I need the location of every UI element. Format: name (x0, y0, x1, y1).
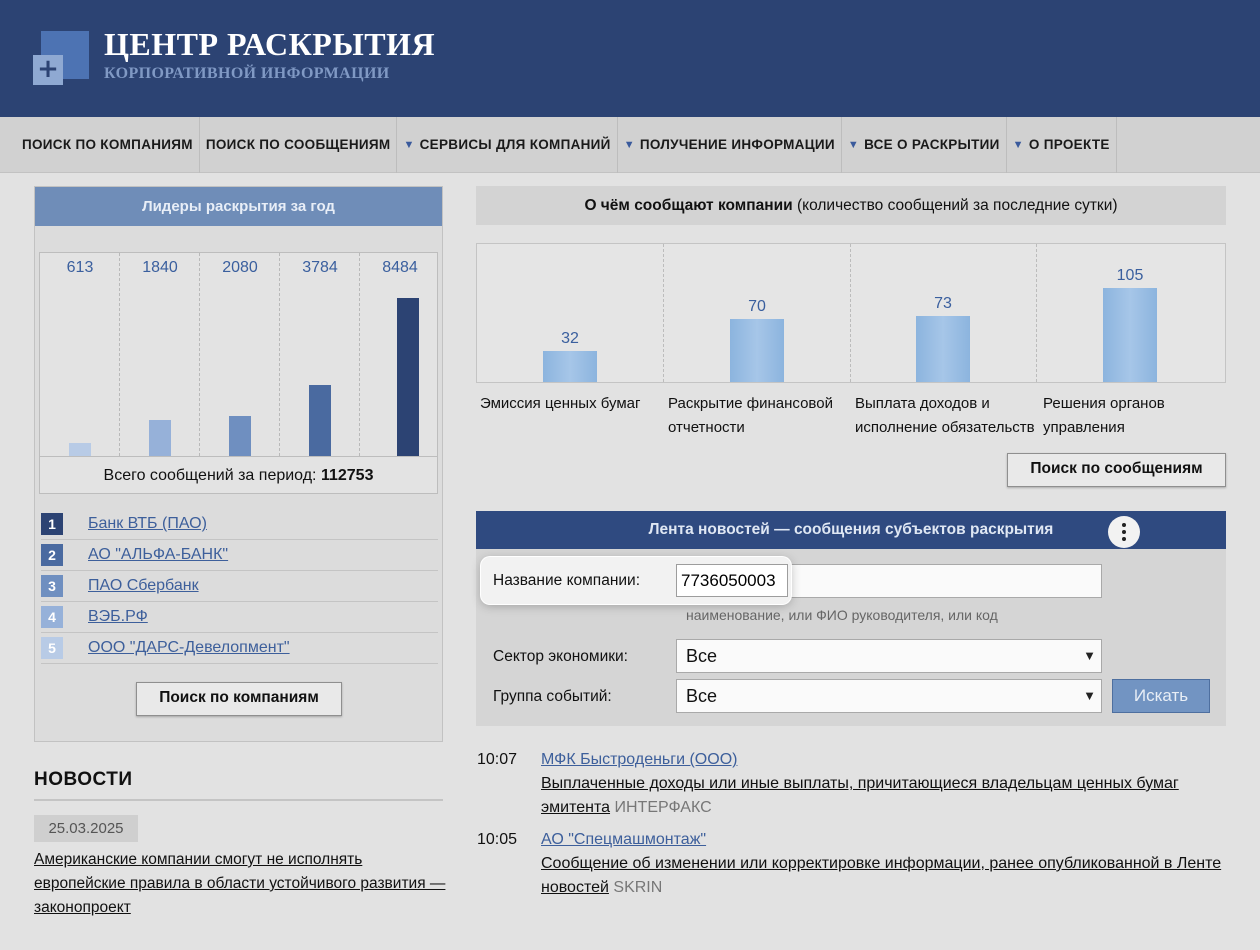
group-select[interactable] (676, 679, 1102, 713)
leader-company-link[interactable]: АО "АЛЬФА-БАНК" (88, 546, 229, 563)
dropdown-triangle-icon: ▼ (847, 139, 860, 151)
news-title: НОВОСТИ (34, 769, 133, 790)
nav-item-label: О ПРОЕКТЕ (1028, 137, 1110, 152)
chevron-down-icon: ▼ (1083, 648, 1096, 663)
leaders-panel (34, 186, 443, 742)
rank-badge: 4 (41, 606, 63, 628)
leaders-bar-value: 8484 (382, 259, 418, 276)
topics-bar-value: 32 (561, 330, 579, 347)
more-options-icon[interactable] (1108, 516, 1140, 548)
topics-category-label-line: отчетности (668, 419, 745, 436)
company-name-field (481, 557, 791, 604)
feed-message-line2 (541, 796, 1231, 820)
topics-category-label-line: Эмиссия ценных бумаг (480, 395, 641, 412)
group-label: Группа событий: (493, 688, 612, 705)
topics-category-label (480, 392, 640, 416)
news-feed-title-text: Лента новостей — сообщения субъектов раскрытия (648, 521, 1054, 538)
news-feed-filter (476, 511, 1226, 726)
leaders-list (41, 509, 438, 664)
topics-bar (730, 319, 784, 382)
feed-company-link[interactable]: МФК Быстроденьги (ООО) (541, 751, 738, 768)
leaders-bar (309, 385, 331, 456)
topics-category-label-line: Выплата доходов и (855, 395, 990, 412)
company-name-hint: наименование, или ФИО руководителя, или код (686, 607, 998, 623)
topics-title (476, 186, 1226, 225)
dropdown-triangle-icon: ▼ (1012, 139, 1024, 151)
feed-source: ИНТЕРФАКС (614, 799, 712, 816)
feed-source: SKRIN (613, 879, 663, 896)
topics-category-label-line: исполнение обязательств (855, 419, 1035, 436)
topics-chart (476, 243, 1226, 383)
topics-category-label-line: управления (1043, 419, 1125, 436)
search-button[interactable]: Искать (1112, 679, 1210, 713)
leaders-bar-value: 613 (66, 259, 94, 276)
rank-badge: 2 (41, 544, 63, 566)
feed-time: 10:07 (477, 751, 518, 768)
sector-label: Сектор экономики: (493, 648, 628, 665)
leaders-total-label: Всего сообщений за период: (103, 467, 317, 484)
nav-item[interactable] (842, 117, 1007, 173)
news-divider (34, 799, 443, 801)
main-nav (0, 117, 1260, 173)
nav-item-label: ВСЕ О РАСКРЫТИИ (864, 137, 1000, 152)
leaders-chart-column (40, 253, 120, 456)
leaders-chart (39, 252, 438, 494)
nav-item[interactable] (397, 117, 617, 173)
company-name-label: Название компании: (493, 572, 641, 589)
leaders-title: Лидеры раскрытия за год (35, 187, 442, 226)
chevron-down-icon: ▼ (1083, 688, 1096, 703)
leader-company-link[interactable]: ООО "ДАРС-Девелопмент" (88, 639, 290, 656)
topics-title-rest: (количество сообщений за последние сутки) (796, 197, 1118, 214)
feed-message-link[interactable]: новостей (541, 879, 609, 896)
feed-message-line2 (541, 876, 1231, 900)
search-messages-button[interactable]: Поиск по сообщениям (1007, 453, 1226, 487)
leaders-bar (397, 298, 419, 456)
leader-list-item (41, 509, 438, 540)
feed-message-link[interactable]: Сообщение об изменении или корректировке информации, ранее опубликованной в Ленте (541, 855, 1222, 872)
leader-list-item (41, 571, 438, 602)
leader-list-item (41, 602, 438, 633)
leader-list-item (41, 633, 438, 664)
topics-bar (543, 351, 597, 382)
leaders-bar-value: 2080 (222, 259, 258, 276)
site-subtitle: КОРПОРАТИВНОЙ ИНФОРМАЦИИ (104, 65, 390, 82)
leader-company-link[interactable]: ВЭБ.РФ (88, 608, 148, 625)
leaders-bar (229, 416, 251, 456)
nav-item[interactable] (618, 117, 842, 173)
nav-item-label: ПОЛУЧЕНИЕ ИНФОРМАЦИИ (639, 137, 835, 152)
rank-badge: 1 (41, 513, 63, 535)
news-feed-title (476, 511, 1226, 549)
group-value: Все (686, 686, 718, 706)
leaders-total-value: 112753 (320, 467, 374, 484)
topics-title-bold: О чём сообщают компании (584, 197, 793, 214)
feed-message (541, 852, 1231, 900)
sector-value: Все (686, 646, 718, 666)
topics-bar-value: 73 (934, 295, 952, 312)
nav-item[interactable] (16, 117, 200, 173)
topics-bar (1103, 288, 1157, 382)
leader-company-link[interactable]: ПАО Сбербанк (88, 577, 199, 594)
feed-message-link[interactable]: эмитента (541, 799, 611, 816)
leaders-bar-value: 1840 (142, 259, 178, 276)
leader-company-link[interactable]: Банк ВТБ (ПАО) (88, 515, 207, 532)
leaders-bar (149, 420, 171, 456)
topics-category-label (855, 392, 1035, 440)
leader-list-item (41, 540, 438, 571)
topics-bar-value: 70 (748, 298, 766, 315)
site-header (0, 0, 1260, 117)
news-link[interactable]: Американские компании смогут не исполнять европейские правила в области устойчивого развития — законопроект (34, 851, 446, 916)
nav-item[interactable] (1007, 117, 1117, 173)
sector-select[interactable] (676, 639, 1102, 673)
news-date: 25.03.2025 (34, 815, 138, 842)
search-companies-button[interactable]: Поиск по компаниям (136, 682, 342, 716)
feed-message (541, 772, 1231, 820)
topics-category-label (668, 392, 833, 440)
feed-time: 10:05 (477, 831, 518, 848)
rank-badge: 5 (41, 637, 63, 659)
topics-bar-value: 105 (1116, 267, 1144, 284)
rank-badge: 3 (41, 575, 63, 597)
leaders-total (40, 456, 437, 493)
nav-item-label: ПОИСК ПО СООБЩЕНИЯМ (205, 137, 391, 152)
leaders-bar-value: 3784 (302, 259, 338, 276)
dropdown-triangle-icon: ▼ (403, 139, 415, 151)
nav-item[interactable] (200, 117, 398, 173)
topics-bar (916, 316, 970, 382)
leaders-bar (69, 443, 91, 456)
site-title[interactable]: ЦЕНТР РАСКРЫТИЯ (104, 26, 436, 62)
topics-category-label-line: Решения органов (1043, 395, 1165, 412)
feed-company-link[interactable]: АО "Спецмашмонтаж" (541, 831, 707, 848)
company-name-input[interactable]: 7736050003 (676, 564, 788, 597)
logo-icon[interactable]: + (33, 31, 89, 87)
nav-item-label: ПОИСК ПО КОМПАНИЯМ (22, 137, 193, 152)
dropdown-triangle-icon: ▼ (623, 139, 635, 151)
topics-category-label-line: Раскрытие финансовой (668, 395, 833, 412)
feed-message-link[interactable]: Выплаченные доходы или иные выплаты, причитающиеся владельцам ценных бумаг (541, 775, 1179, 792)
nav-item-label: СЕРВИСЫ ДЛЯ КОМПАНИЙ (419, 137, 611, 152)
topics-category-label (1043, 392, 1165, 440)
